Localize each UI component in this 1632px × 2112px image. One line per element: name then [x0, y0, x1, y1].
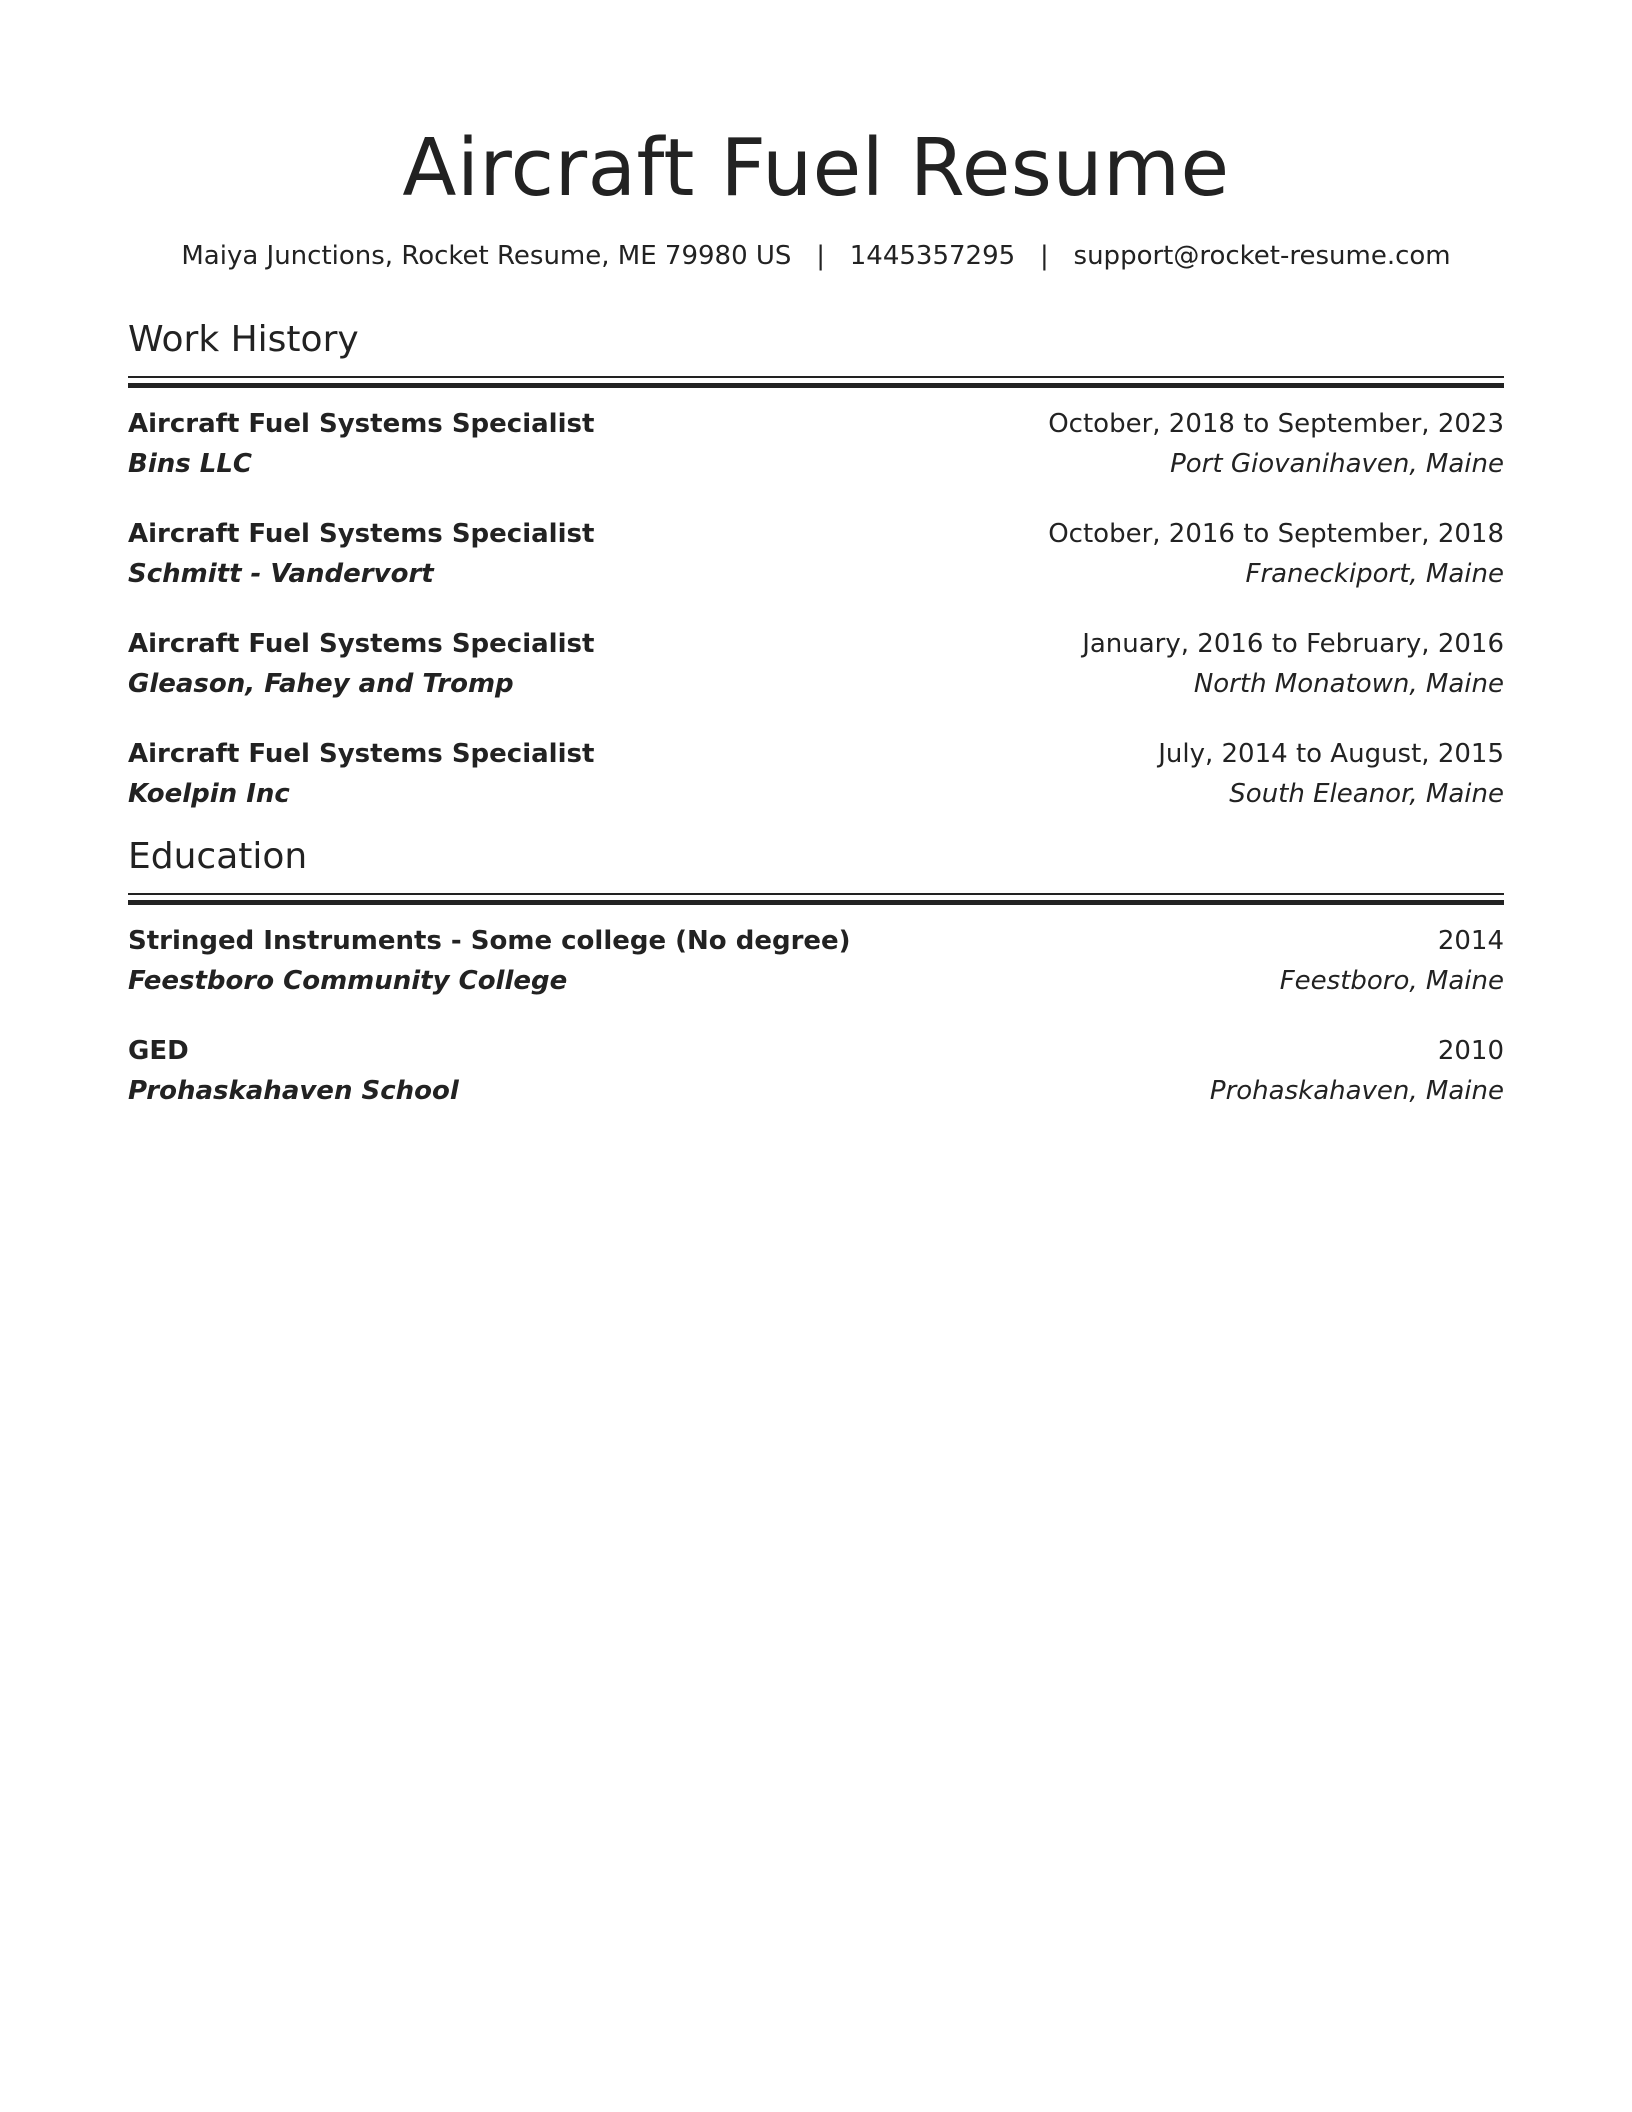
- work-entries: [128, 404, 1504, 844]
- page-title: Aircraft Fuel Resume: [402, 122, 1230, 214]
- education-entry: [128, 921, 1504, 1031]
- company-name: Schmitt - Vandervort: [128, 559, 434, 589]
- school-location: Feestboro, Maine: [1279, 966, 1504, 996]
- job-title: Aircraft Fuel Systems Specialist: [128, 629, 595, 659]
- work-entry: [128, 624, 1504, 734]
- work-entry-bottom-row: [128, 444, 1504, 484]
- work-entry-top-row: [128, 624, 1504, 664]
- work-entry-top-row: [128, 514, 1504, 554]
- job-dates: October, 2016 to September, 2018: [1048, 519, 1504, 549]
- job-title: Aircraft Fuel Systems Specialist: [128, 739, 595, 769]
- divider-thin-line: [128, 376, 1504, 378]
- job-dates: July, 2014 to August, 2015: [1158, 739, 1504, 769]
- work-entry: [128, 514, 1504, 624]
- graduation-year: 2014: [1437, 926, 1504, 956]
- section-divider: [128, 376, 1504, 388]
- job-location: Port Giovanihaven, Maine: [1170, 449, 1504, 479]
- job-dates: January, 2016 to February, 2016: [1082, 629, 1504, 659]
- school-location: Prohaskahaven, Maine: [1209, 1076, 1504, 1106]
- education-section: [128, 831, 1504, 1141]
- education-entry-bottom-row: [128, 961, 1504, 1001]
- job-location: South Eleanor, Maine: [1229, 779, 1504, 809]
- school-name: Prohaskahaven School: [128, 1076, 459, 1106]
- school-name: Feestboro Community College: [128, 966, 568, 996]
- work-entry-top-row: [128, 734, 1504, 774]
- company-name: Bins LLC: [128, 449, 252, 479]
- divider-thick-line: [128, 900, 1504, 905]
- company-name: Gleason, Fahey and Tromp: [128, 669, 514, 699]
- education-entry-bottom-row: [128, 1071, 1504, 1111]
- education-entry-top-row: [128, 1031, 1504, 1071]
- work-entry-top-row: [128, 404, 1504, 444]
- section-heading-work-history: Work History: [128, 319, 359, 360]
- work-entry-bottom-row: [128, 774, 1504, 814]
- degree-name: GED: [128, 1036, 189, 1066]
- work-entry: [128, 404, 1504, 514]
- work-entry: [128, 734, 1504, 844]
- job-location: North Monatown, Maine: [1193, 669, 1504, 699]
- job-location: Franeckiport, Maine: [1245, 559, 1504, 589]
- graduation-year: 2010: [1437, 1036, 1504, 1066]
- job-dates: October, 2018 to September, 2023: [1048, 409, 1504, 439]
- contact-line: Maiya Junctions, Rocket Resume, ME 79980 US | 1445357295 | support@rocket-resume.com: [181, 241, 1451, 271]
- education-entries: [128, 921, 1504, 1141]
- education-entry-top-row: [128, 921, 1504, 961]
- degree-name: Stringed Instruments - Some college (No degree): [128, 926, 851, 956]
- work-history-section: [128, 314, 1504, 844]
- company-name: Koelpin Inc: [128, 779, 290, 809]
- work-entry-bottom-row: [128, 554, 1504, 594]
- divider-thin-line: [128, 893, 1504, 895]
- job-title: Aircraft Fuel Systems Specialist: [128, 409, 595, 439]
- work-entry-bottom-row: [128, 664, 1504, 704]
- job-title: Aircraft Fuel Systems Specialist: [128, 519, 595, 549]
- section-divider: [128, 893, 1504, 905]
- education-entry: [128, 1031, 1504, 1141]
- section-heading-education: Education: [128, 836, 308, 877]
- divider-thick-line: [128, 383, 1504, 388]
